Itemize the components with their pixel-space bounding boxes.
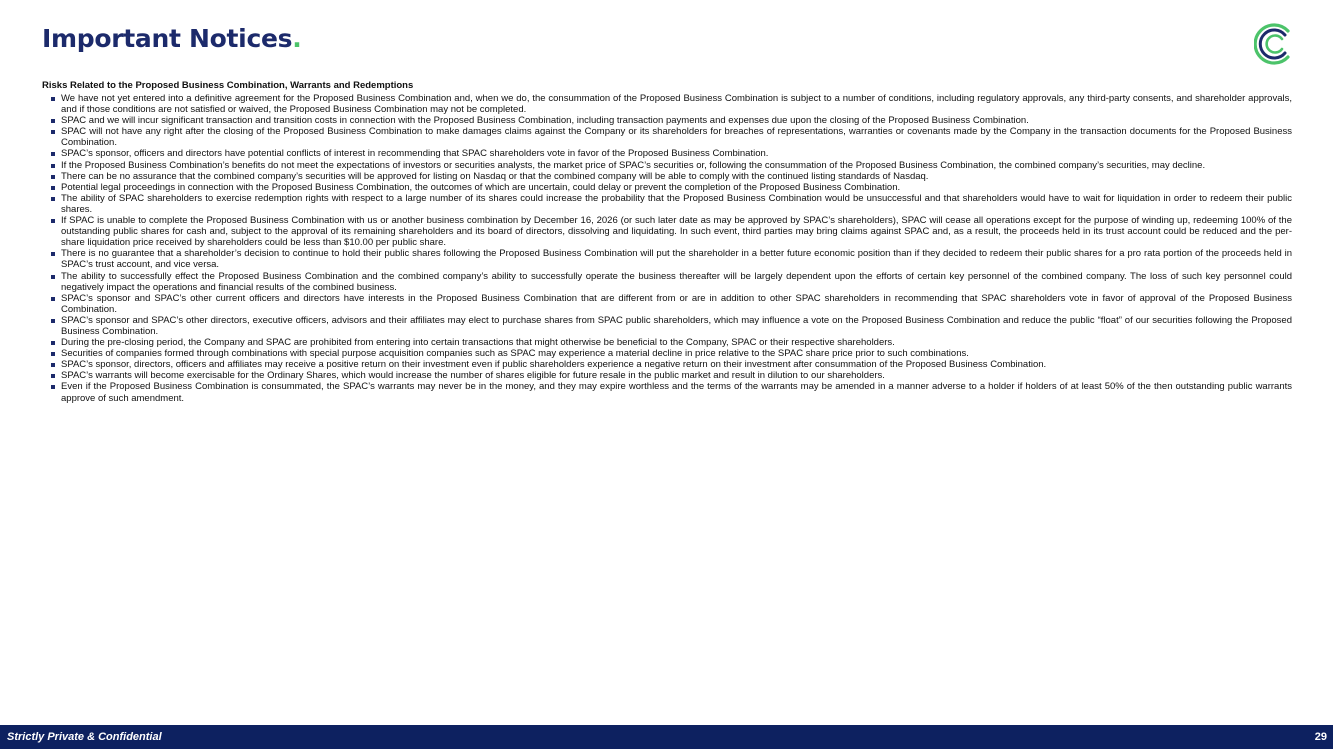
square-bullet-icon xyxy=(51,130,55,134)
risk-bullet-item xyxy=(61,348,1292,359)
page-number: 29 xyxy=(1314,731,1327,743)
risk-bullet-item xyxy=(61,126,1292,148)
square-bullet-icon xyxy=(51,186,55,190)
risk-bullet-text: During the pre-closing period, the Company and SPAC are prohibited from entering into certain transactions that might otherwise be beneficial to the Company, SPAC or their respective shareholders. xyxy=(61,337,895,349)
risk-bullet-text: There can be no assurance that the combined company’s securities will be approved for listing on Nasdaq or that the combined company will be able to comply with the continued listing standards of Nasdaq. xyxy=(61,170,929,182)
footer-bar xyxy=(0,725,1333,749)
risk-bullet-text: SPAC’s sponsor, officers and directors have potential conflicts of interest in recommending that SPAC shareholders vote in favor of the Proposed Business Combination. xyxy=(61,148,769,160)
square-bullet-icon xyxy=(51,97,55,101)
risk-bullet-list xyxy=(42,93,1292,404)
square-bullet-icon xyxy=(51,341,55,345)
risk-bullet-item xyxy=(61,182,1292,193)
square-bullet-icon xyxy=(51,363,55,367)
square-bullet-icon xyxy=(51,374,55,378)
risk-bullet-item xyxy=(61,359,1292,370)
risk-bullet-text: SPAC will not have any right after the closing of the Proposed Business Combination to make damages claims against the Company or its shareholders for breaches of representations, warranties or covenants made by the Company in the transaction documents for the Proposed Business Combination. xyxy=(61,126,1292,149)
square-bullet-icon xyxy=(51,119,55,123)
risk-bullet-text: SPAC’s sponsor, directors, officers and affiliates may receive a positive return on their investment even if public shareholders experience a negative return on their investment after consummation of the Proposed Business Combination. xyxy=(61,359,1047,371)
risk-bullet-text: There is no guarantee that a shareholder’s decision to continue to hold their public shares following the Proposed Business Combination will put the shareholder in a better future economic position than if they decided to redeem their public shares for a pro rata portion of the proceeds held in SPAC’s trust account, and vice versa. xyxy=(61,248,1292,271)
square-bullet-icon xyxy=(51,319,55,323)
risk-bullet-text: SPAC’s warrants will become exercisable for the Ordinary Shares, which would increase the number of shares eligible for future resale in the public market and result in dilution to our shareholders. xyxy=(61,370,885,382)
company-c-logo-icon xyxy=(1254,20,1296,68)
risk-bullet-item xyxy=(61,93,1292,115)
risk-bullet-text: If SPAC is unable to complete the Proposed Business Combination with us or another business combination by December 16, 2026 (or such later date as may be approved by SPAC’s shareholders), SPAC will cease all operations except for the purpose of winding up, redeeming 100% of the outstanding public shares for cash and, subject to the approval of its remaining shareholders and its board of directors, dissolving and liquidating. In such event, third parties may bring claims against SPAC and, as a result, the proceeds held in its trust account could be reduced and the per-share liquidation price received by shareholders could be less than $10.00 per public share. xyxy=(61,215,1292,249)
square-bullet-icon xyxy=(51,297,55,301)
title-accent-dot: . xyxy=(292,24,302,53)
risk-bullet-item xyxy=(61,293,1292,315)
risk-bullet-item xyxy=(61,337,1292,348)
risk-bullet-text: The ability to successfully effect the Proposed Business Combination and the combined company’s ability to successfully operate the business thereafter will be largely dependent upon the efforts of certain key personnel of the combined company. The loss of such key personnel could negatively impact the operations and financial results of the combined business. xyxy=(61,270,1292,293)
square-bullet-icon xyxy=(51,197,55,201)
risk-bullet-item xyxy=(61,271,1292,293)
risk-bullet-item xyxy=(61,215,1292,248)
section-heading: Risks Related to the Proposed Business Combination, Warrants and Redemptions xyxy=(42,80,414,91)
square-bullet-icon xyxy=(51,175,55,179)
risk-bullet-text: SPAC’s sponsor and SPAC’s other directors, executive officers, advisors and their affiliates may elect to purchase shares from SPAC public shareholders, which may influence a vote on the Proposed Business Combination and reduce the public “float” of our securities following the Proposed Business Combination. xyxy=(61,314,1292,337)
square-bullet-icon xyxy=(51,219,55,223)
risk-bullet-item xyxy=(61,381,1292,403)
square-bullet-icon xyxy=(51,152,55,156)
risk-bullet-item xyxy=(61,148,1292,159)
risk-bullet-text: Even if the Proposed Business Combination is consummated, the SPAC’s warrants may never be in the money, and they may expire worthless and the terms of the warrants may be amended in a manner adverse to a holder if holders of at least 50% of the then outstanding public warrants approve of such amendment. xyxy=(61,381,1292,404)
risk-bullet-text: The ability of SPAC shareholders to exercise redemption rights with respect to a large number of its shares could increase the probability that the Proposed Business Combination would be unsuccessful and that shareholders would have to wait for liquidation in order to redeem their public shares. xyxy=(61,192,1292,215)
risk-bullet-item xyxy=(61,171,1292,182)
risk-bullet-text: We have not yet entered into a definitive agreement for the Proposed Business Combination and, when we do, the consummation of the Proposed Business Combination is subject to a number of conditions, including regulatory approvals, any third-party consents, and shareholder approvals, and if those conditions are not satisfied or waived, the Proposed Business Combination may not be completed. xyxy=(61,93,1292,116)
confidential-label: Strictly Private & Confidential xyxy=(7,731,162,743)
square-bullet-icon xyxy=(51,275,55,279)
risk-bullet-text: SPAC’s sponsor and SPAC’s other current officers and directors have interests in the Proposed Business Combination that are different from or are in addition to other SPAC shareholders in recommending that SPAC shareholders vote in favor of approval of the Proposed Business Combination. xyxy=(61,292,1292,315)
page-title-text: Important Notices xyxy=(42,24,293,53)
risk-bullet-item xyxy=(61,315,1292,337)
risk-bullet-text: SPAC and we will incur significant transaction and transition costs in connection with the Proposed Business Combination, including transaction payments and expenses due upon the closing of the Proposed Business Combination. xyxy=(61,115,1029,127)
risk-bullet-item xyxy=(61,160,1292,171)
page-title xyxy=(42,24,301,53)
risk-bullet-text: Potential legal proceedings in connection with the Proposed Business Combination, the outcomes of which are uncertain, could delay or prevent the completion of the Proposed Business Combination. xyxy=(61,181,901,193)
square-bullet-icon xyxy=(51,164,55,168)
notices-content xyxy=(42,80,1292,404)
square-bullet-icon xyxy=(51,385,55,389)
risk-bullet-text: If the Proposed Business Combination’s benefits do not meet the expectations of investors or securities analysts, the market price of SPAC’s securities or, following the consummation of the Proposed Business Combination, the combined company’s securities, may decline. xyxy=(61,159,1206,171)
risk-bullet-item xyxy=(61,115,1292,126)
square-bullet-icon xyxy=(51,352,55,356)
risk-bullet-item xyxy=(61,193,1292,215)
risk-bullet-item xyxy=(61,248,1292,270)
square-bullet-icon xyxy=(51,252,55,256)
risk-bullet-text: Securities of companies formed through combinations with special purpose acquisition companies such as SPAC may experience a material decline in price relative to the SPAC share price prior to such combinations. xyxy=(61,348,969,360)
risk-bullet-item xyxy=(61,370,1292,381)
